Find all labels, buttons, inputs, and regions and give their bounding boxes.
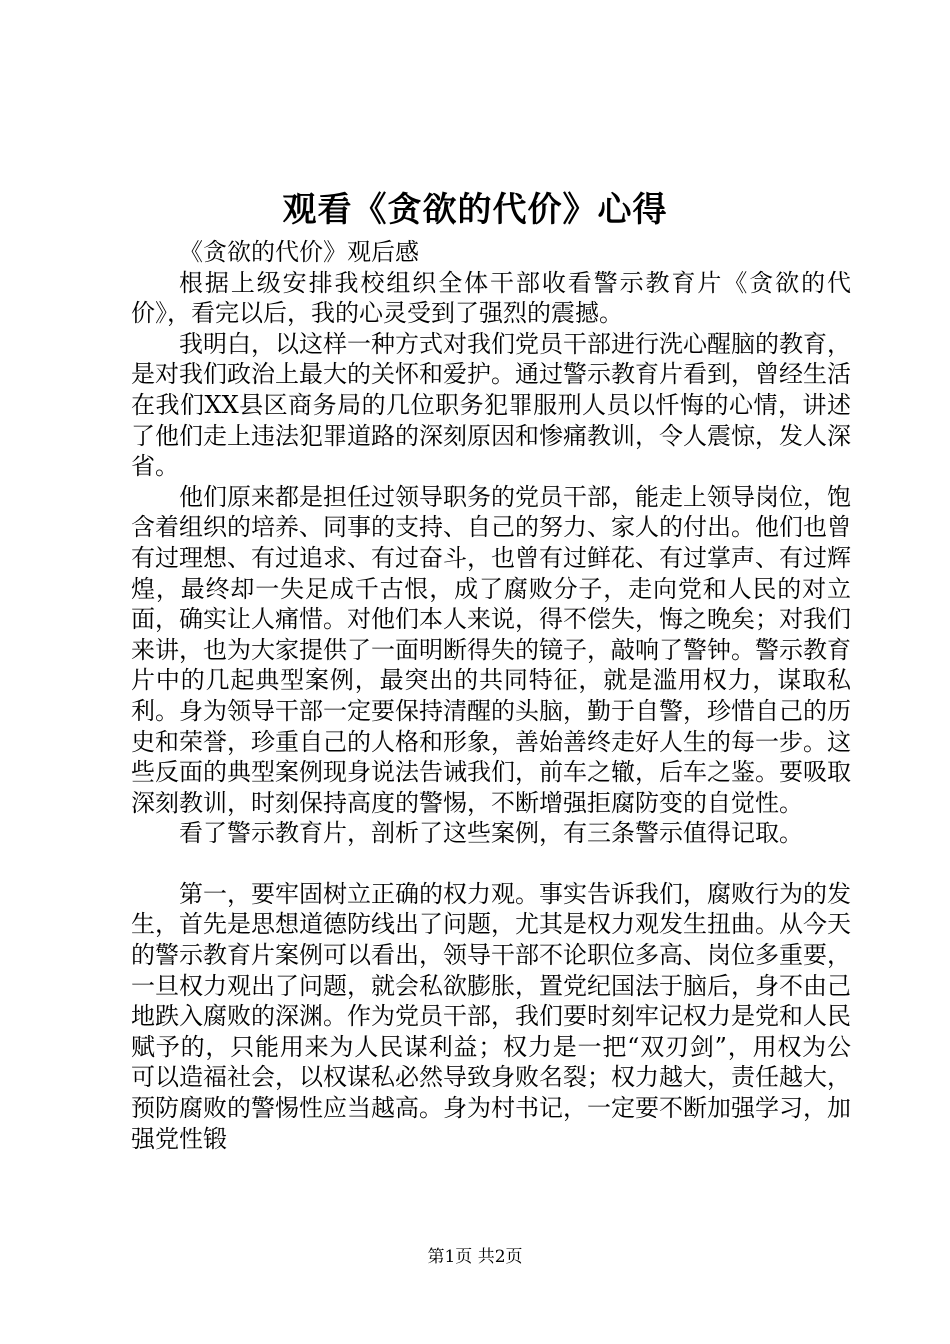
document-body	[131, 237, 851, 1154]
paragraph-subtitle: 《贪欲的代价》观后感	[179, 238, 419, 266]
paragraph-first-point: 第一，要牢固树立正确的权力观。事实告诉我们，腐败行为的发生，首先是思想道德防线出了问题，尤其是权力观发生扭曲。从今天的警示教育片案例可以看出，领导干部不论职位多高、岗位多重要，一旦权力观出了问题，就会私欲膨胀，置党纪国法于脑后，身不由己地跌入腐败的深渊。作为党员干部，我们要时刻牢记权力是党和人民赋予的，只能用来为人民谋利益；权力是一把“双刃剑”，用权为公可以造福社会，以权谋私必然导致身败名裂；权力越大，责任越大，预防腐败的警惕性应当越高。身为村书记，一定要不断加强学习，加强党性锻	[131, 879, 851, 1153]
page-footer: 第1页 共2页	[427, 1247, 523, 1267]
paragraph-understanding: 我明白，以这样一种方式对我们党员干部进行洗心醒脑的教育，是对我们政治上最大的关怀和爱护。通过警示教育片看到，曾经生活在我们XX县区商务局的几位职务犯罪服刑人员以忏悔的心情，讲述了他们走上违法犯罪道路的深刻原因和惨痛教训，令人震惊，发人深省。	[131, 329, 851, 481]
paragraph-intro: 根据上级安排我校组织全体干部收看警示教育片《贪欲的代价》，看完以后，我的心灵受到了强烈的震撼。	[131, 268, 851, 328]
paragraph-cases: 他们原来都是担任过领导职务的党员干部，能走上领导岗位，饱含着组织的培养、同事的支持、自己的努力、家人的付出。他们也曾有过理想、有过追求、有过奋斗，也曾有过鲜花、有过掌声、有过辉煌，最终却一失足成千古恨，成了腐败分子，走向党和人民的对立面，确实让人痛惜。对他们本人来说，得不偿失，悔之晚矣；对我们来讲，也为大家提供了一面明断得失的镜子，敲响了警钟。警示教育片中的几起典型案例，最突出的共同特征，就是滥用权力，谋取私利。身为领导干部一定要保持清醒的头脑，勤于自警，珍惜自己的历史和荣誉，珍重自己的人格和形象，善始善终走好人生的每一步。这些反面的典型案例现身说法告诫我们，前车之辙，后车之鉴。要吸取深刻教训，时刻保持高度的警惕，不断增强拒腐防变的自觉性。	[131, 482, 851, 817]
paragraph-three-warnings: 看了警示教育片，剖析了这些案例，有三条警示值得记取。	[179, 819, 803, 848]
page-title: 观看《贪欲的代价》心得	[282, 190, 668, 230]
